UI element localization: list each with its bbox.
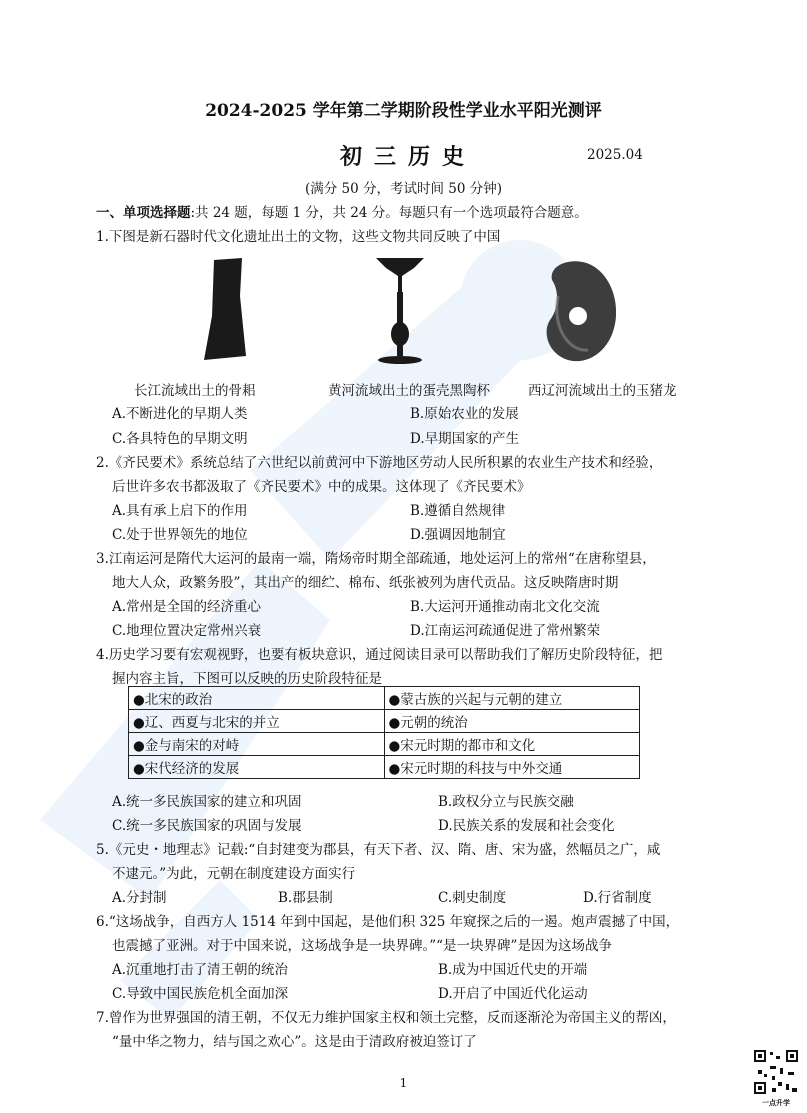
q2-option-a[interactable]: A.具有承上启下的作用 <box>112 503 248 519</box>
q3-stem-line1: 3.江南运河是隋代大运河的最南一端，隋炀帝时期全部疏通，地处运河上的常州“在唐称望县， <box>96 551 656 567</box>
q5-stem-line1: 5.《元史・地理志》记载:“自封建变为郡县，有天下者、汉、隋、唐、宋为盛，然幅员之广，咸 <box>96 842 661 858</box>
table-cell: ●北宋的政治 <box>129 687 385 710</box>
exam-date: 2025.04 <box>587 147 643 163</box>
caption-eggshell-cup: 黄河流域出土的蛋壳黑陶杯 <box>328 383 490 399</box>
table-cell: ●辽、西夏与北宋的并立 <box>129 710 385 733</box>
subject-title: 初三历史 <box>340 144 477 170</box>
q5-option-c[interactable]: C.刺史制度 <box>438 890 507 906</box>
q1-option-a[interactable]: A.不断进化的早期人类 <box>112 406 248 422</box>
q1-option-c[interactable]: C.各具特色的早期文明 <box>112 431 248 447</box>
q1-stem: 1.下图是新石器时代文化遗址出土的文物，这些文物共同反映了中国 <box>96 229 501 245</box>
q1-option-b[interactable]: B.原始农业的发展 <box>410 406 519 422</box>
q5-option-b[interactable]: B.郡县制 <box>278 890 333 906</box>
q5-option-d[interactable]: D.行省制度 <box>583 890 652 906</box>
caption-bone-spade: 长江流域出土的骨耜 <box>134 383 256 399</box>
q4-option-c[interactable]: C.统一多民族国家的巩固与发展 <box>112 818 302 834</box>
q6-option-b[interactable]: B.成为中国近代史的开端 <box>438 962 588 978</box>
q6-stem-line1: 6.“这场战争，自西方人 1514 年到中国起，是他们积 325 年窥探之后的一遏。炮声震撼了中国， <box>96 914 680 930</box>
q4-option-a[interactable]: A.统一多民族国家的建立和巩固 <box>112 794 302 810</box>
q3-option-b[interactable]: B.大运河开通推动南北文化交流 <box>410 599 600 615</box>
section-title: 一、单项选择题 <box>96 205 191 221</box>
table-row <box>129 756 640 779</box>
table-row <box>129 733 640 756</box>
score-time-line: (满分 50 分，考试时间 50 分钟) <box>304 181 503 197</box>
page-number: 1 <box>399 1076 408 1090</box>
q4-option-d[interactable]: D.民族关系的发展和社会变化 <box>438 818 615 834</box>
table-cell: ●宋代经济的发展 <box>129 756 385 779</box>
q2-option-b[interactable]: B.遵循自然规律 <box>410 503 506 519</box>
table-cell: ●金与南宋的对峙 <box>129 733 385 756</box>
q4-stem-line1: 4.历史学习要有宏观视野，也要有板块意识，通过阅读目录可以帮助我们了解历史阶段特征，把 <box>96 647 663 663</box>
q2-option-d[interactable]: D.强调因地制宜 <box>410 527 506 543</box>
bone-spade-image <box>196 256 256 366</box>
exam-title: 2024-2025 学年第二学期阶段性学业水平阳光测评 <box>205 101 602 121</box>
q6-option-d[interactable]: D.开启了中国近代化运动 <box>438 986 588 1002</box>
table-row <box>129 710 640 733</box>
table-cell: ●宋元时期的科技与中外交通 <box>384 756 640 779</box>
q6-option-a[interactable]: A.沉重地打击了清王朝的统治 <box>112 962 289 978</box>
q3-option-d[interactable]: D.江南运河疏通促进了常州繁荣 <box>410 623 601 639</box>
eggshell-cup-image <box>372 254 428 366</box>
q2-stem-line2: 后世许多农书都汲取了《齐民要术》中的成果。这体现了《齐民要术》 <box>112 479 531 495</box>
q5-option-a[interactable]: A.分封制 <box>112 890 167 906</box>
qr-label: 一点升学 <box>762 1099 790 1107</box>
jade-pig-dragon-image <box>538 256 622 368</box>
section-instruction: :共 24 题，每题 1 分，共 24 分。每题只有一个选项最符合题意。 <box>190 205 588 221</box>
q3-option-a[interactable]: A.常州是全国的经济重心 <box>112 599 262 615</box>
caption-jade-pig-dragon: 西辽河流域出土的玉猪龙 <box>528 383 677 399</box>
section-heading <box>96 201 588 221</box>
q2-option-c[interactable]: C.处于世界领先的地位 <box>112 527 248 543</box>
q4-stem-line2: 握内容主旨，下图可以反映的历史阶段特征是 <box>112 671 382 687</box>
q4-contents-table <box>128 686 640 779</box>
qr-code-icon <box>752 1048 800 1096</box>
q5-stem-line2: 不逮元。”为此，元朝在制度建设方面实行 <box>112 866 356 882</box>
q7-stem-line2: “量中华之物力，结与国之欢心”。这是由于清政府被迫签订了 <box>112 1034 477 1050</box>
table-row <box>129 687 640 710</box>
table-cell: ●元朝的统治 <box>384 710 640 733</box>
q3-option-c[interactable]: C.地理位置决定常州兴衰 <box>112 623 262 639</box>
q6-option-c[interactable]: C.导致中国民族危机全面加深 <box>112 986 289 1002</box>
q3-stem-line2: 地大人众，政繁务股”，其出产的细纻、棉布、纸张被列为唐代贡品。这反映隋唐时期 <box>112 575 619 591</box>
q6-stem-line2: 也震撼了亚洲。对于中国来说，这场战争是一块界碑。”“是一块界碑”是因为这场战争 <box>112 938 612 954</box>
table-cell: ●宋元时期的都市和文化 <box>384 733 640 756</box>
q7-stem-line1: 7.曾作为世界强国的清王朝，不仅无力维护国家主权和领土完整，反而逐渐沦为帝国主义的帮凶， <box>96 1010 676 1026</box>
q1-option-d[interactable]: D.早期国家的产生 <box>410 431 520 447</box>
table-cell: ●蒙古族的兴起与元朝的建立 <box>384 687 640 710</box>
q2-stem-line1: 2.《齐民要术》系统总结了六世纪以前黄河中下游地区劳动人民所积累的农业生产技术和经验， <box>96 455 663 471</box>
q4-option-b[interactable]: B.政权分立与民族交融 <box>438 794 574 810</box>
